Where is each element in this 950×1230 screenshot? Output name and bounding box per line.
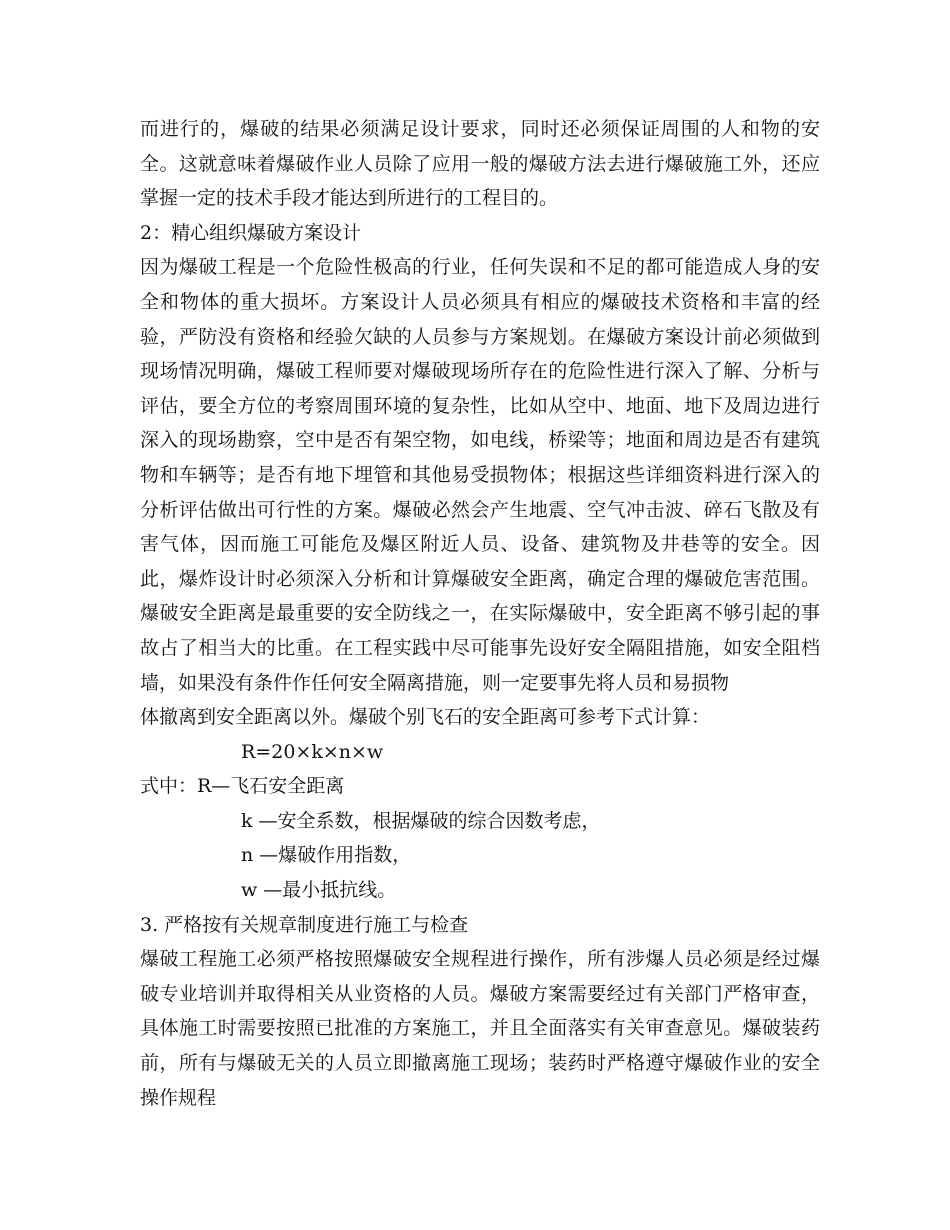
body-paragraph-2: 因为爆破工程是一个危险性极高的行业，任何失误和不足的都可能造成人身的安全和物体的重大损坏。方案设计人员必须具有相应的爆破技术资格和丰富的经验，严防没有资格和经验欠缺的人员参与方案规划。在爆破方案设计前必须做到现场情况明确，爆破工程师要对爆破现场所存在的危险性进行深入了解、分析与评估，要全方位的考察周围环境的复杂性，比如从空中、地面、地下及周边进行深入的现场勘察，空中是否有架空物，如电线，桥梁等；地面和周边是否有建筑物和车辆等；是否有地下埋管和其他易受损物体；根据这些详细资料进行深入的分析评估做出可行性的方案。爆破必然会产生地震、空气冲击波、碎石飞散及有害气体，因而施工可能危及爆区附近人员、设备、建筑物及井巷等的安全。因此，爆炸设计时必须深入分析和计算爆破安全距离，确定合理的爆破危害范围。爆破安全距离是最重要的安全防线之一，在实际爆破中，安全距离不够引起的事故占了相当大的比重。在工程实践中尽可能事先设好安全隔阻措施，如安全阻档墙，如果没有条件作任何安全隔离措施，则一定要事先将人员和易损物 (140, 256, 820, 694)
body-paragraph-4: 爆破工程施工必须严格按照爆破安全规程进行操作，所有涉爆人员必须是经过爆破专业培训并取得相关从业资格的人员。爆破方案需要经过有关部门严格审查，具体施工时需要按照已批准的方案施工，并且全面落实有关审查意见。爆破装药前，所有与爆破无关的人员立即撤离施工现场；装药时严格遵守爆破作业的安全操作规程 (140, 948, 820, 1109)
body-paragraph-3: 体撤离到安全距离以外。爆破个别飞石的安全距离可参考下式计算： (140, 706, 711, 729)
formula-legend-n: n —爆破作用指数， (241, 844, 412, 867)
formula-legend-k: k —安全系数，根据爆破的综合因数考虑， (241, 809, 601, 832)
formula-legend-intro: 式中：R—飞石安全距离 (140, 775, 345, 798)
document-body (140, 112, 820, 1115)
body-paragraph-1: 而进行的，爆破的结果必须满足设计要求，同时还必须保证周围的人和物的安全。这就意味着爆破作业人员除了应用一般的爆破方法去进行爆破施工外，还应掌握一定的技术手段才能达到所进行的工程目的。 (140, 118, 820, 210)
formula-legend-w: w —最小抵抗线。 (241, 879, 397, 902)
formula-line: R=20×k×n×w (241, 740, 384, 763)
section-heading-3: 3. 严格按有关规章制度进行施工与检查 (140, 913, 469, 936)
section-heading-2: 2：精心组织爆破方案设计 (140, 221, 362, 244)
